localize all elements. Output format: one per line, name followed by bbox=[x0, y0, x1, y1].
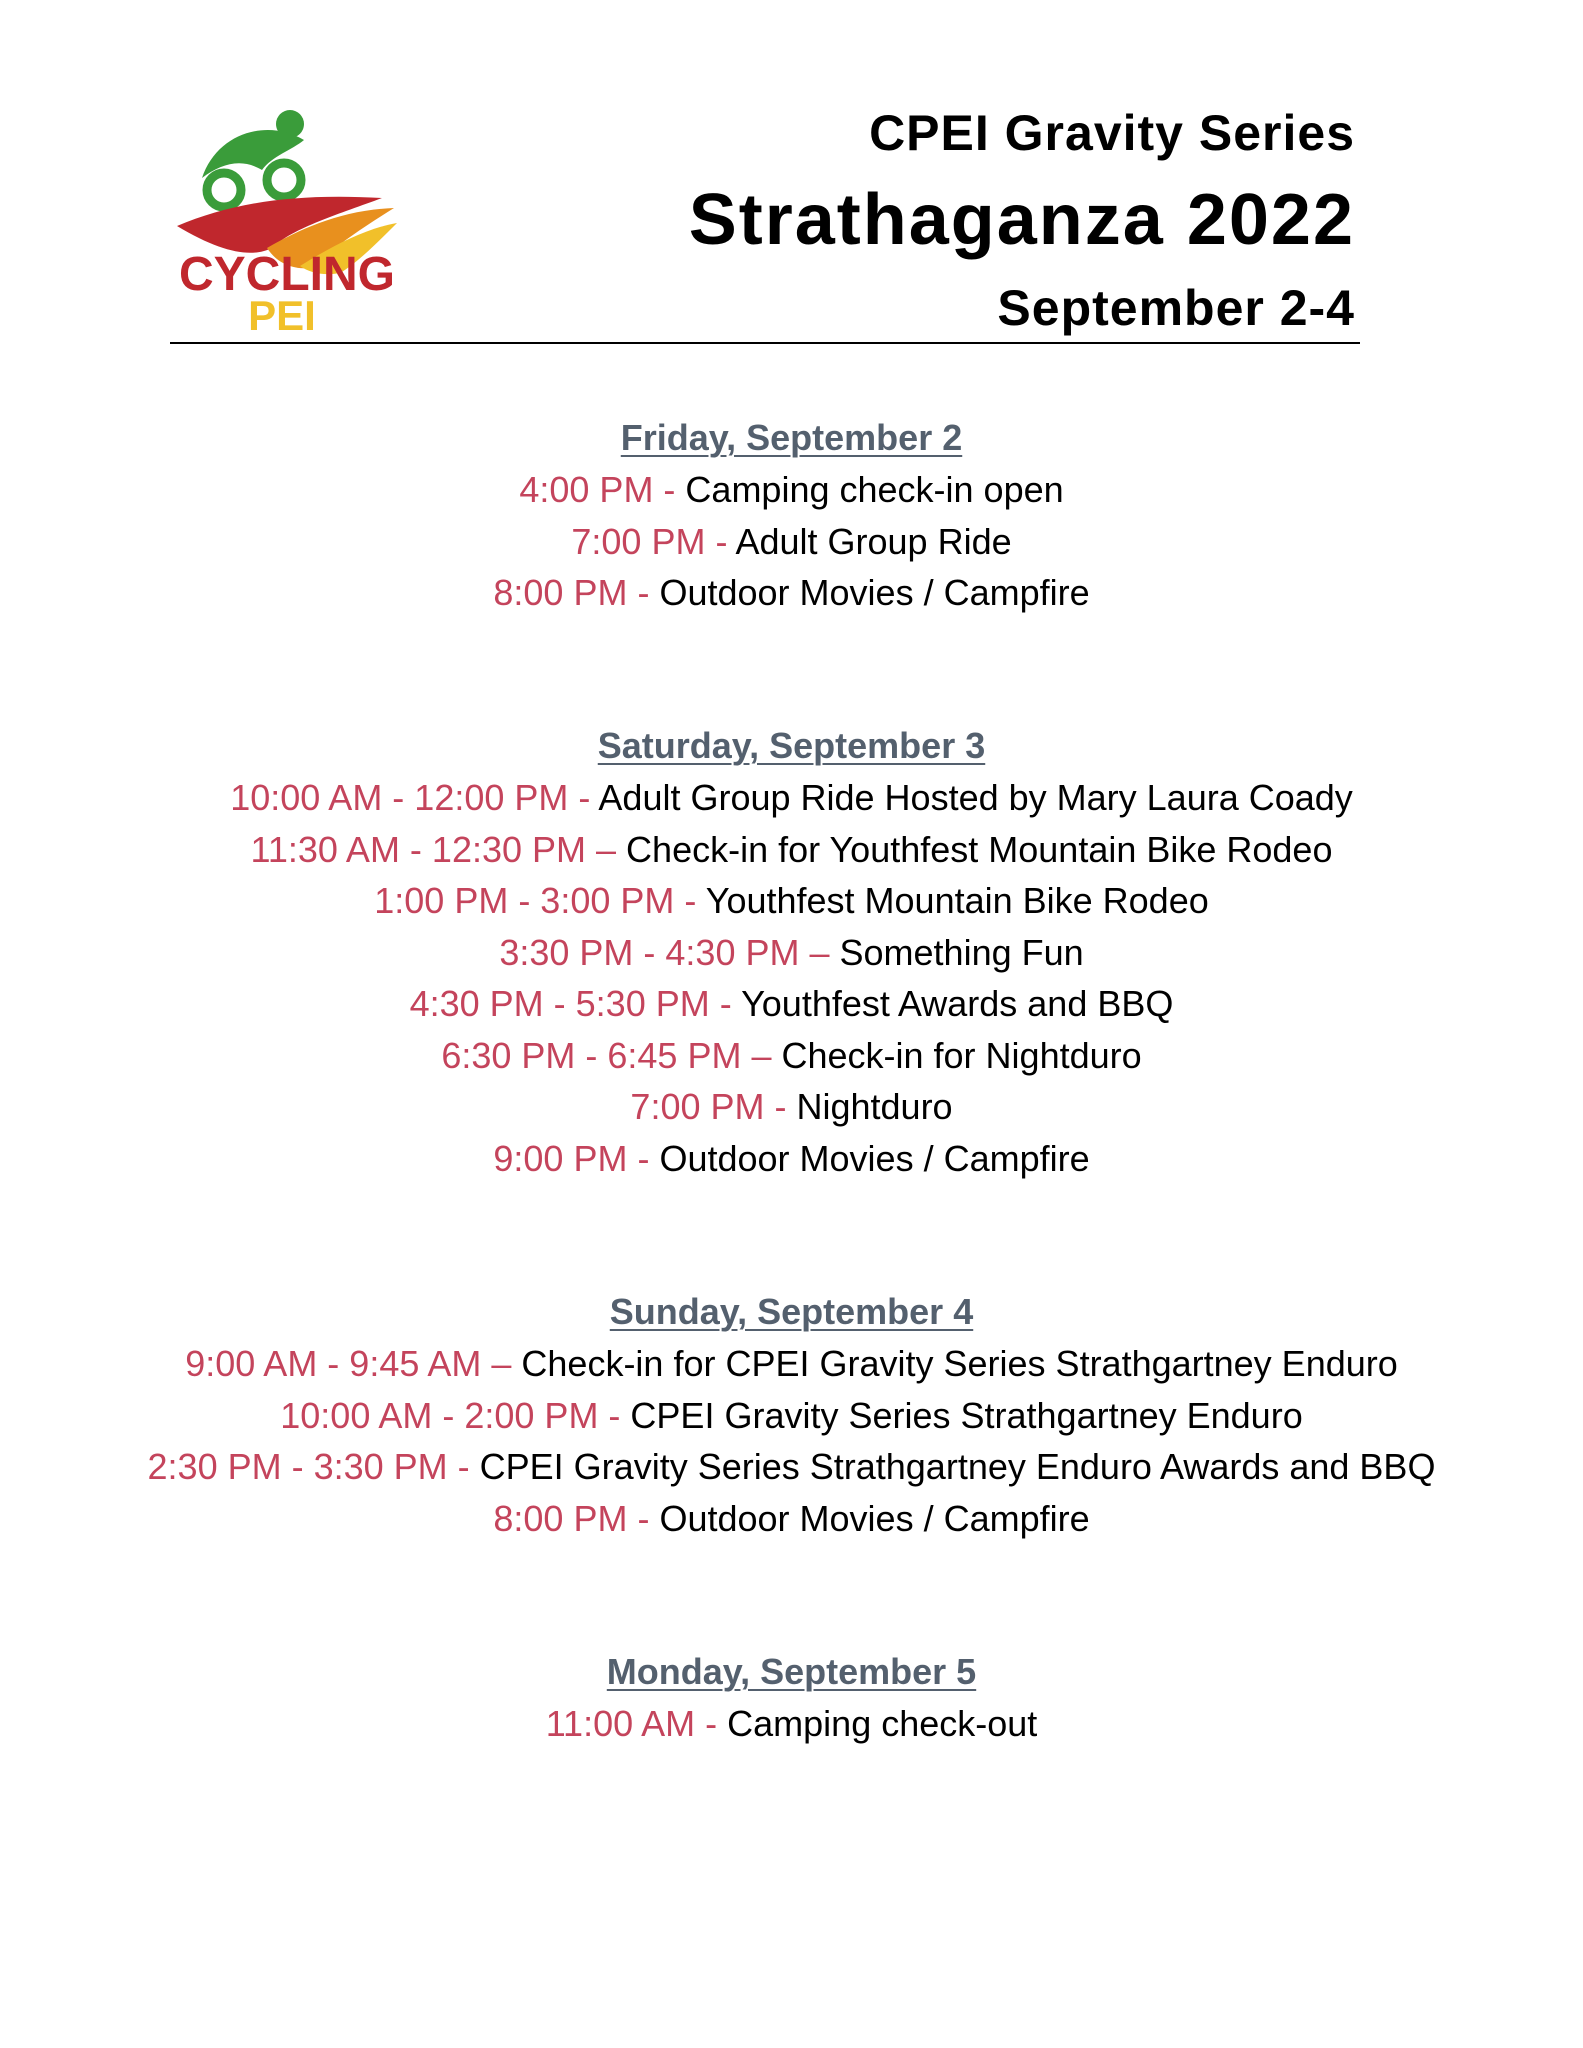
schedule-item bbox=[0, 1030, 1583, 1082]
schedule-item bbox=[0, 1081, 1583, 1133]
event-description: CPEI Gravity Series Strathgartney Enduro bbox=[630, 1394, 1303, 1436]
schedule-item bbox=[0, 464, 1583, 516]
cyclist-logo-icon bbox=[172, 98, 402, 334]
event-time: 6:30 PM - 6:45 PM – bbox=[441, 1034, 782, 1076]
day-section-saturday bbox=[0, 720, 1583, 1184]
event-time: 10:00 AM - 12:00 PM - bbox=[230, 777, 599, 818]
schedule-item bbox=[0, 927, 1583, 979]
day-heading: Friday, September 2 bbox=[620, 417, 963, 458]
schedule-item bbox=[0, 1338, 1583, 1390]
event-time: 8:00 PM - bbox=[493, 1497, 660, 1539]
event-time: 9:00 PM - bbox=[493, 1137, 660, 1179]
event-description: Outdoor Movies / Campfire bbox=[659, 1497, 1090, 1539]
logo-text-pei: PEI bbox=[248, 292, 316, 334]
schedule-item bbox=[0, 1133, 1583, 1185]
event-description: Nightduro bbox=[796, 1086, 953, 1127]
event-time: 1:00 PM - 3:00 PM - bbox=[374, 880, 706, 921]
event-dates: September 2-4 bbox=[997, 280, 1355, 336]
event-title: Strathaganza 2022 bbox=[688, 180, 1355, 260]
logo-text-cycling: CYCLING bbox=[179, 248, 395, 301]
event-time: 11:30 AM - 12:30 PM – bbox=[250, 828, 627, 870]
event-description: Youthfest Awards and BBQ bbox=[741, 983, 1174, 1024]
schedule-item bbox=[0, 772, 1583, 824]
event-description: CPEI Gravity Series Strathgartney Enduro Awards and BBQ bbox=[479, 1446, 1436, 1487]
schedule-item bbox=[0, 567, 1583, 619]
schedule-item bbox=[0, 1698, 1583, 1750]
event-description: Camping check-out bbox=[727, 1703, 1038, 1744]
event-description: Camping check-in open bbox=[685, 469, 1064, 510]
event-time: 7:00 PM - bbox=[630, 1086, 797, 1127]
event-time: 3:30 PM - 4:30 PM – bbox=[499, 931, 840, 973]
event-description: Check-in for Nightduro bbox=[781, 1034, 1142, 1076]
cycling-pei-logo bbox=[172, 98, 402, 334]
event-time: 10:00 AM - 2:00 PM - bbox=[280, 1394, 631, 1436]
event-description: Something Fun bbox=[839, 931, 1084, 973]
schedule-item bbox=[0, 1441, 1583, 1493]
schedule-item bbox=[0, 875, 1583, 927]
series-title: CPEI Gravity Series bbox=[869, 105, 1355, 161]
schedule-item bbox=[0, 824, 1583, 876]
day-heading: Monday, September 5 bbox=[606, 1651, 977, 1692]
event-time: 11:00 AM - bbox=[545, 1703, 728, 1744]
event-time: 2:30 PM - 3:30 PM - bbox=[147, 1446, 480, 1487]
schedule-item bbox=[0, 516, 1583, 568]
event-description: Adult Group Ride bbox=[735, 520, 1012, 562]
schedule-item bbox=[0, 1390, 1583, 1442]
event-description: Check-in for CPEI Gravity Series Strathgartney Enduro bbox=[521, 1343, 1398, 1384]
event-time: 4:00 PM - bbox=[519, 469, 686, 510]
day-section-friday bbox=[0, 412, 1583, 619]
event-description: Adult Group Ride Hosted by Mary Laura Coady bbox=[598, 777, 1353, 818]
event-time: 4:30 PM - 5:30 PM - bbox=[409, 983, 742, 1024]
event-time: 9:00 AM - 9:45 AM – bbox=[185, 1343, 522, 1384]
event-description: Youthfest Mountain Bike Rodeo bbox=[705, 880, 1209, 921]
event-description: Outdoor Movies / Campfire bbox=[659, 1137, 1090, 1179]
schedule-item bbox=[0, 1493, 1583, 1545]
schedule-item bbox=[0, 978, 1583, 1030]
svg-text:PEI bbox=[248, 292, 316, 334]
header-divider bbox=[170, 342, 1360, 344]
event-description: Outdoor Movies / Campfire bbox=[659, 572, 1090, 613]
event-time: 8:00 PM - bbox=[493, 572, 660, 613]
day-section-sunday bbox=[0, 1286, 1583, 1544]
title-block bbox=[689, 100, 1355, 340]
day-heading: Sunday, September 4 bbox=[609, 1291, 974, 1332]
day-heading: Saturday, September 3 bbox=[597, 725, 986, 766]
event-time: 7:00 PM - bbox=[571, 520, 736, 562]
event-description: Check-in for Youthfest Mountain Bike Rodeo bbox=[626, 828, 1333, 870]
day-section-monday bbox=[0, 1646, 1583, 1750]
